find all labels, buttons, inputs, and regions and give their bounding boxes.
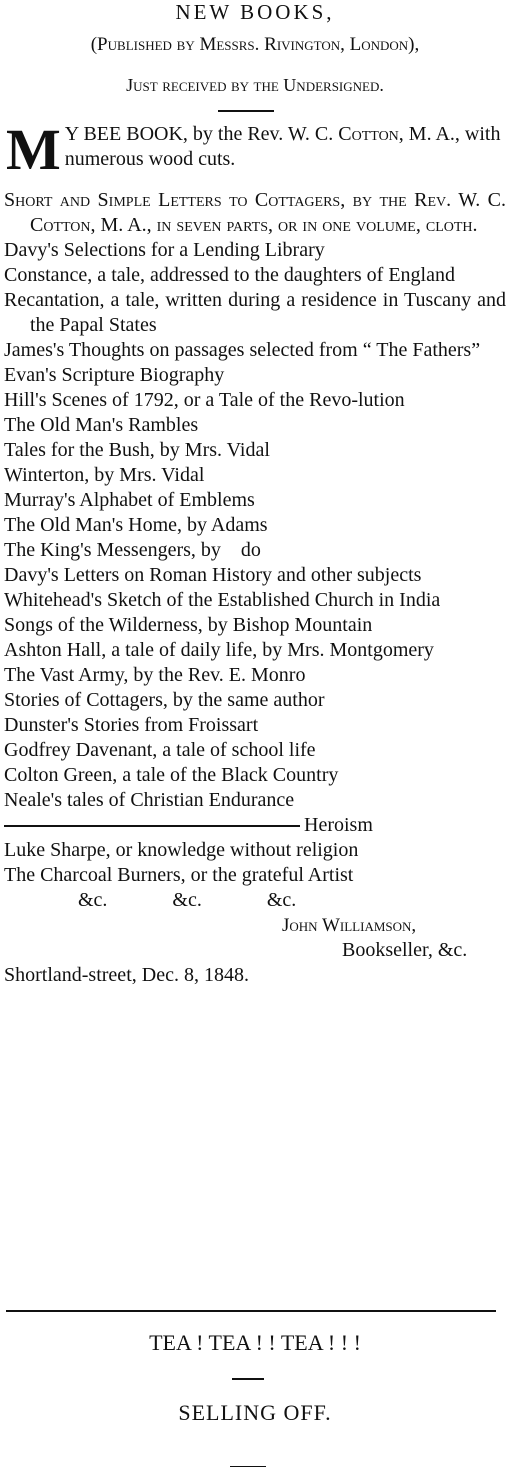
list-item: Recantation, a tale, written during a residence in Tuscany and the Papal States [4,289,506,336]
selling-off-heading: SELLING OFF. [178,1400,332,1425]
signature-title: Bookseller, &c. [342,939,468,961]
intro-title-text: Y BEE BOOK, by the Rev. W. C. [64,123,334,145]
short-divider [218,110,274,112]
intro-paragraph [6,117,504,182]
list-item: Davy's Selections for a Lending Library [4,239,325,261]
signature-name: John Williamson, [282,915,417,936]
list-item: Neale's tales of Christian Endurance [4,789,295,811]
list-item: Hill's Scenes of 1792, or a Tale of the Revo-lution [4,389,405,411]
ad-title: NEW BOOKS, [175,0,335,24]
list-item: Davy's Letters on Roman History and other subjects [4,564,422,586]
list-item: The King's Messengers, by do [4,539,261,561]
list-item: Evan's Scripture Biography [4,364,225,386]
list-item: Short and Simple Letters to Cottagers, by the Rev. W. C. Cotton, M. A., in seven parts, or in one volume, cloth. [4,189,506,236]
intro-author: Cotton, [338,123,404,145]
list-item: The Old Man's Home, by Adams [4,514,268,536]
list-item-ditto [4,813,506,838]
ditto-title: Heroism [304,814,373,836]
etc-line: &c. &c. &c. [78,889,297,911]
list-item: Constance, a tale, addressed to the daughters of England [4,264,455,286]
ditto-rule [4,825,300,827]
list-item: The Vast Army, by the Rev. E. Monro [4,664,306,686]
list-item: Whitehead's Sketch of the Established Church in India [4,589,441,611]
list-item: Stories of Cottagers, by the same author [4,689,325,711]
list-item: Songs of the Wilderness, by Bishop Mountain [4,614,373,636]
list-item: The Old Man's Rambles [4,414,199,436]
list-item: Murray's Alphabet of Emblems [4,489,255,511]
short-divider [232,1378,264,1380]
list-item: Godfrey Davenant, a tale of school life [4,739,316,761]
list-item: James's Thoughts on passages selected from “ The Fathers” [4,339,481,361]
list-item: Tales for the Bush, by Mrs. Vidal [4,439,270,461]
received-line: Just received by the Undersigned. [126,75,384,95]
list-item: Ashton Hall, a tale of daily life, by Mrs. Montgomery [4,639,434,661]
section-divider [6,1310,496,1312]
intro-rest-text: M. A., with numerous wood cuts. [64,123,501,170]
book-list [4,188,506,988]
drop-cap: M [6,117,61,182]
publisher-line: (Published by Messrs. Rivington, London), [90,34,420,55]
short-divider [230,1466,266,1467]
list-item: Winterton, by Mrs. Vidal [4,464,205,486]
list-item: Dunster's Stories from Froissart [4,714,259,736]
list-item: Luke Sharpe, or knowledge without religion [4,839,359,861]
address-date: Shortland-street, Dec. 8, 1848. [4,964,249,986]
list-item: The Charcoal Burners, or the grateful Artist [4,864,354,886]
tea-heading: TEA ! TEA ! ! TEA ! ! ! [149,1330,361,1355]
list-item: Colton Green, a tale of the Black Country [4,764,339,786]
